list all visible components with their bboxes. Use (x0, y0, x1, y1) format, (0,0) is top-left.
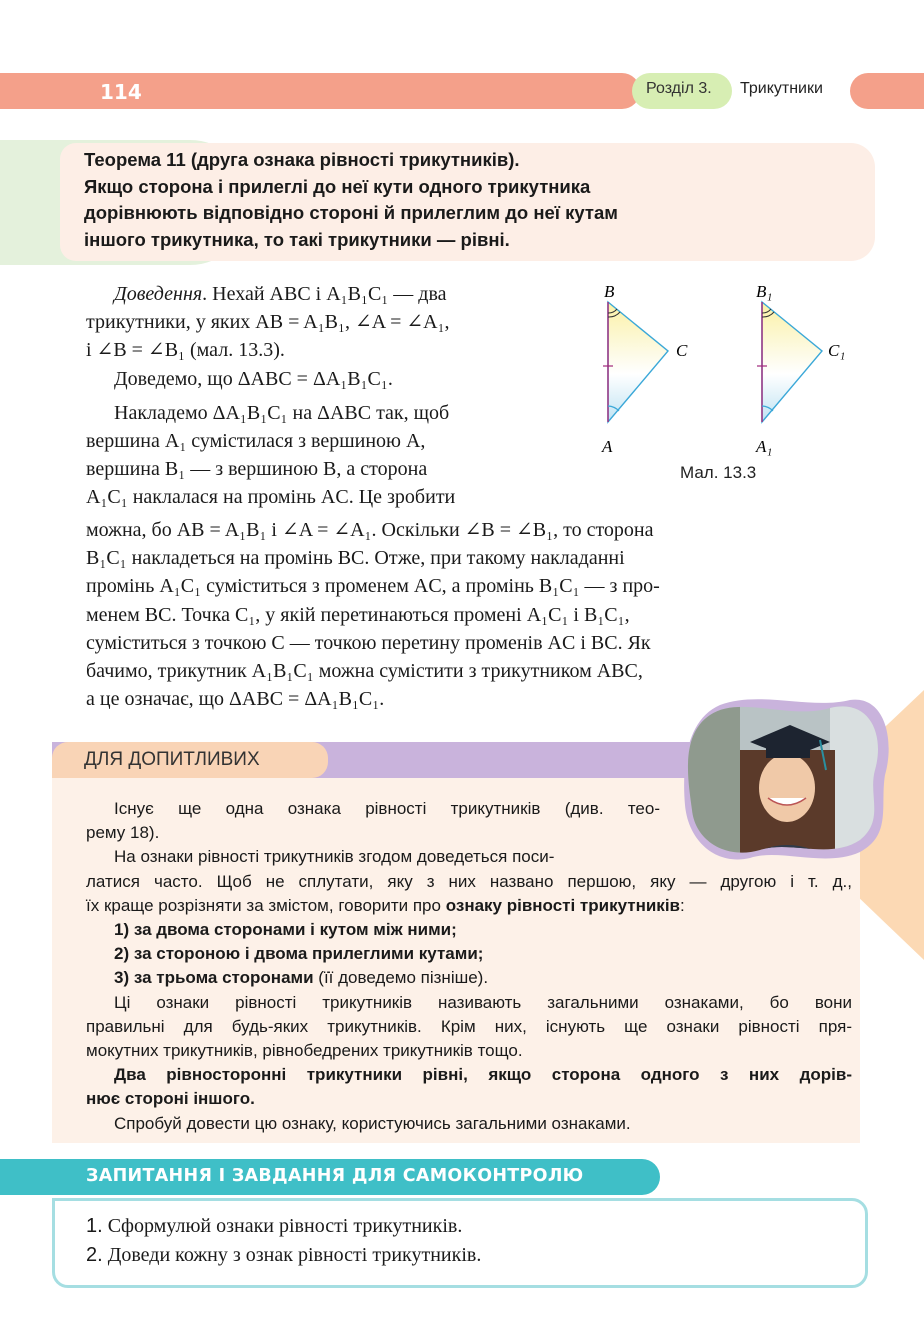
theorem-line: дорівнюють відповідно стороні й прилеглим до неї кутам (84, 202, 618, 223)
curious-p3-l1: Ці ознаки рівності трикутників називають загальними ознаками, бо вони (114, 992, 852, 1012)
question-item (86, 1241, 481, 1270)
curious-p2-l3-end: : (680, 895, 685, 915)
question-text: Доведи кожну з ознак рівності трикутників. (102, 1244, 482, 1266)
proof-line-1: . Нехай ABC і A₁B₁C₁ — два (202, 283, 447, 305)
proof-line-2: трикутники, у яких AB = A₁B₁, ∠A = ∠A₁, (86, 311, 450, 334)
question-text: Сформулюй ознаки рівності трикутників. (102, 1215, 463, 1237)
curious-item-3 (86, 966, 852, 990)
curious-text (86, 797, 852, 1136)
label-A1: A₁ (756, 437, 773, 456)
proof-line (86, 280, 576, 308)
triangle-abc (603, 302, 668, 422)
proof-text-full (86, 516, 852, 713)
page-number: 114 (100, 80, 142, 104)
question-number: 1. (86, 1215, 103, 1237)
curious-tab-label: ДЛЯ ДОПИТЛИВИХ (84, 749, 260, 770)
label-C: C (676, 341, 688, 360)
header-bar-right (850, 73, 924, 109)
theorem-text (84, 147, 864, 253)
curious-item-3-bold: 3) за трьома сторонами (114, 968, 314, 988)
label-B1: B₁ (756, 282, 773, 301)
questions-title: ЗАПИТАННЯ І ЗАВДАННЯ ДЛЯ САМОКОНТРОЛЮ (86, 1166, 584, 1186)
theorem-line: Теорема 11 (друга ознака рівності трикутників). (84, 149, 520, 170)
question-item (86, 1212, 481, 1241)
proof-line-full: суміститься з точкою C — точкою перетину променів AC і BC. Як (86, 631, 651, 654)
proof-line-full: можна, бо AB = A₁B₁ і ∠A = ∠A₁. Оскільки ∠B = ∠B₁, то сторона (86, 519, 654, 541)
curious-p2-l3-plain: їх краще розрізняти за змістом, говорити про (86, 895, 446, 915)
proof-line-7: вершина B₁ — з вершиною B, а сторона (86, 458, 428, 481)
proof-line-8: A₁C₁ наклалася на промінь AC. Це зробити (86, 486, 456, 509)
proof-line-full: B₁C₁ накладеться на промінь BC. Отже, при такому накладанні (86, 547, 625, 570)
proof-line-full: промінь A₁C₁ суміститься з променем AC, а промінь B₁C₁ — з про- (86, 575, 660, 598)
label-C1: C₁ (828, 341, 846, 360)
curious-p5: Спробуй довести цю ознаку, користуючись загальними ознаками. (114, 1113, 631, 1133)
proof-line-full: бачимо, трикутник A₁B₁C₁ можна сумістити з трикутником ABC, (86, 660, 643, 683)
proof-line-3: і ∠B = ∠B₁ (мал. 13.3). (86, 339, 285, 362)
label-B: B (604, 282, 615, 301)
curious-p1-l1: Існує ще одна ознака рівності трикутників (див. тео- (114, 799, 660, 818)
curious-p2-l1: На ознаки рівності трикутників згодом доведеться поси- (114, 847, 555, 867)
chapter-title: Трикутники (740, 80, 823, 97)
curious-p4-l1: Два рівносторонні трикутники рівні, якщо сторона одного з них дорів- (114, 1065, 852, 1085)
curious-p3-l2: правильні для будь-яких трикутників. Крім них, існують ще ознаки рівності пря- (86, 1016, 852, 1036)
proof-last-line: а це означає, що ΔABC = ΔA₁B₁C₁. (86, 688, 385, 711)
label-A: A (602, 437, 613, 456)
triangle-a1b1c1 (757, 302, 822, 422)
figure-13-3 (596, 280, 866, 460)
curious-item-3-plain: (її доведемо пізніше). (313, 968, 489, 988)
theorem-line: Якщо сторона і прилеглі до неї кути одного трикутника (84, 175, 591, 197)
curious-p1-l2: рему 18). (86, 823, 160, 843)
questions-list (86, 1212, 481, 1270)
proof-word: Доведення (114, 283, 203, 305)
chapter-label: Розділ 3. (646, 80, 712, 97)
figure-caption: Мал. 13.3 (680, 463, 757, 482)
question-number: 2. (86, 1244, 103, 1266)
curious-p2-l3-bold: ознаку рівності трикутників (445, 895, 680, 915)
theorem-line: іншого трикутника, то такі трикутники — рівні. (84, 228, 510, 250)
curious-p3-l3: мокутних трикутників, рівнобедрених трикутників тощо. (86, 1041, 523, 1061)
curious-p4-l2: нює стороні іншого. (86, 1089, 255, 1109)
curious-p2-l2: латися часто. Щоб не сплутати, яку з них названо першою, яку — другою і т. д., (86, 871, 852, 891)
curious-item-2: 2) за стороною і двома прилеглими кутами; (114, 944, 484, 964)
curious-item-1: 1) за двома сторонами і кутом між ними; (114, 920, 457, 940)
proof-line-5: Накладемо ΔA₁B₁C₁ на ΔABC так, щоб (114, 401, 450, 424)
proof-line-full: менем BC. Точка C₁, у якій перетинаються промені A₁C₁ і B₁C₁, (86, 603, 630, 626)
proof-line-6: вершина A₁ сумістилася з вершиною A, (86, 430, 426, 453)
curious-p2-l3 (86, 894, 852, 918)
proof-line-4: Доведемо, що ΔABC = ΔA₁B₁C₁. (114, 367, 393, 390)
header-bar (0, 73, 640, 109)
proof-text-narrow (86, 280, 576, 512)
